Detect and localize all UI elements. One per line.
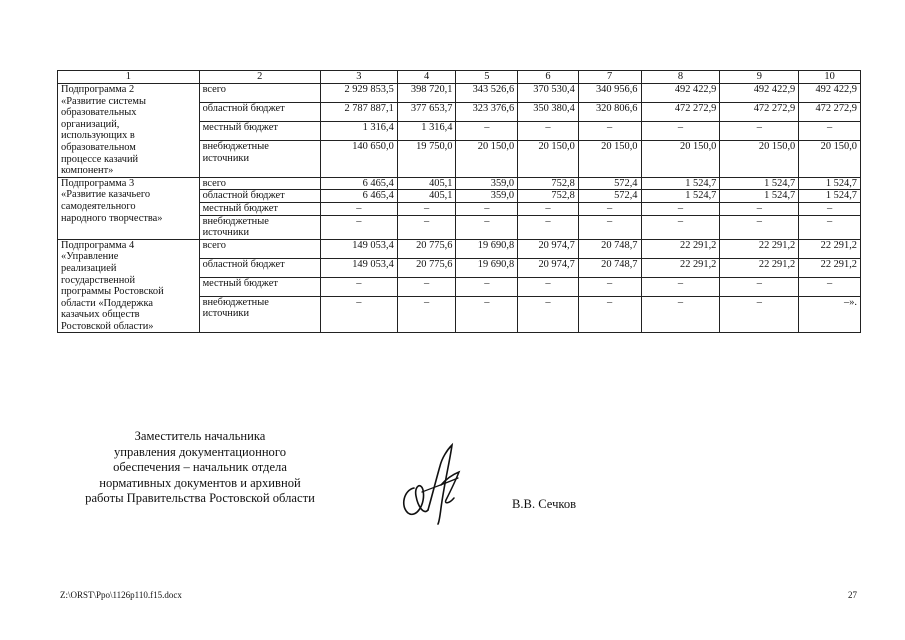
column-number-header: 9: [720, 71, 799, 84]
amount-cell: 22 291,2: [720, 258, 799, 277]
subprogram-name-line: Ростовской области»: [61, 320, 154, 332]
amount-cell: 492 422,9: [720, 84, 799, 103]
funding-source-cell: [199, 258, 320, 277]
amount-cell: –: [720, 122, 799, 141]
signer-name: В.В. Сечков: [512, 497, 577, 511]
amount-cell: 359,0: [456, 177, 518, 190]
amount-cell: –: [720, 296, 799, 333]
column-number-header: 10: [799, 71, 861, 84]
amount-cell: –: [518, 122, 579, 141]
amount-cell: 20 150,0: [456, 141, 518, 178]
funding-source-cell: [199, 239, 320, 258]
amount-cell: 149 053,4: [320, 258, 397, 277]
subprogram-name-line: самодеятельного: [61, 200, 136, 212]
amount-cell: 20 748,7: [578, 239, 641, 258]
position-line: управления документационного: [113, 444, 287, 459]
amount-cell: 472 272,9: [720, 103, 799, 122]
funding-source-line: всего: [202, 239, 226, 251]
amount-cell: –: [397, 277, 456, 296]
amount-cell: 22 291,2: [720, 239, 799, 258]
amount-cell: 20 974,7: [518, 258, 579, 277]
amount-cell: 22 291,2: [799, 258, 861, 277]
amount-cell: 22 291,2: [799, 239, 861, 258]
funding-source-line: местный бюджет: [202, 122, 278, 134]
amount-cell: 752,8: [518, 177, 579, 190]
amount-cell: 1 524,7: [799, 177, 861, 190]
amount-cell: 340 956,6: [578, 84, 641, 103]
amount-cell: 405,1: [397, 190, 456, 203]
subprogram-name-line: казачьих обществ: [61, 309, 140, 321]
amount-cell: –: [518, 277, 579, 296]
funding-source-cell: [199, 84, 320, 103]
amount-cell: –: [456, 296, 518, 333]
amount-cell: 323 376,6: [456, 103, 518, 122]
subprogram-name-cell: [58, 239, 200, 333]
funding-source-line: источники: [202, 152, 250, 164]
amount-cell: –: [720, 277, 799, 296]
amount-cell: –: [320, 215, 397, 239]
amount-cell: –: [799, 215, 861, 239]
amount-cell: 2 929 853,5: [320, 84, 397, 103]
subprogram-name-line: программы Ростовской: [61, 286, 164, 298]
column-number-header: 4: [397, 71, 456, 84]
amount-cell: 1 524,7: [799, 190, 861, 203]
amount-cell: 2 787 887,1: [320, 103, 397, 122]
amount-cell: 572,4: [578, 190, 641, 203]
amount-cell: –: [720, 202, 799, 215]
amount-cell: –».: [799, 296, 861, 333]
funding-source-cell: [199, 215, 320, 239]
amount-cell: 492 422,9: [641, 84, 720, 103]
amount-cell: 20 150,0: [578, 141, 641, 178]
column-number-header: 7: [578, 71, 641, 84]
position-line: работы Правительства Ростовской области: [85, 491, 315, 506]
funding-source-cell: [199, 277, 320, 296]
table-header-row: [58, 71, 861, 84]
amount-cell: –: [320, 202, 397, 215]
funding-source-cell: [199, 141, 320, 178]
funding-source-line: источники: [202, 227, 250, 239]
amount-cell: 472 272,9: [799, 103, 861, 122]
amount-cell: –: [456, 215, 518, 239]
amount-cell: –: [578, 202, 641, 215]
column-number-header: 2: [199, 71, 320, 84]
position-line: нормативных документов и архивной: [99, 475, 301, 490]
subprogram-name-line: образовательных: [61, 107, 137, 119]
funding-source-line: областной бюджет: [202, 103, 285, 115]
subprogram-name-line: государственной: [61, 274, 136, 286]
position-line: Заместитель начальника: [134, 429, 266, 443]
amount-cell: 20 974,7: [518, 239, 579, 258]
subprogram-name-line: процессе казачий: [61, 153, 139, 165]
amount-cell: 377 653,7: [397, 103, 456, 122]
amount-cell: 20 775,6: [397, 258, 456, 277]
amount-cell: 20 775,6: [397, 239, 456, 258]
column-number-header: 5: [456, 71, 518, 84]
amount-cell: 22 291,2: [641, 258, 720, 277]
amount-cell: 752,8: [518, 190, 579, 203]
amount-cell: –: [578, 215, 641, 239]
funding-source-cell: [199, 122, 320, 141]
column-number-header: 3: [320, 71, 397, 84]
funding-source-cell: [199, 103, 320, 122]
funding-source-line: местный бюджет: [202, 277, 278, 289]
amount-cell: –: [720, 215, 799, 239]
amount-cell: 492 422,9: [799, 84, 861, 103]
amount-cell: –: [320, 296, 397, 333]
subprogram-name-line: народного творчества»: [61, 212, 163, 224]
amount-cell: –: [518, 296, 579, 333]
amount-cell: –: [578, 122, 641, 141]
amount-cell: –: [397, 296, 456, 333]
amount-cell: 1 316,4: [397, 122, 456, 141]
funding-source-line: областной бюджет: [202, 190, 285, 202]
amount-cell: –: [799, 277, 861, 296]
subprogram-name-line: «Развитие системы: [61, 95, 146, 107]
funding-source-cell: [199, 296, 320, 333]
subprogram-name-line: Подпрограмма 4: [61, 239, 135, 251]
amount-cell: –: [456, 202, 518, 215]
amount-cell: –: [641, 122, 720, 141]
amount-cell: 149 053,4: [320, 239, 397, 258]
amount-cell: –: [641, 296, 720, 333]
amount-cell: –: [397, 215, 456, 239]
amount-cell: –: [456, 122, 518, 141]
subprogram-name-line: «Развитие казачьего: [61, 189, 151, 201]
table-row: [58, 84, 861, 103]
funding-source-line: всего: [202, 84, 226, 95]
page-number: 27: [848, 590, 857, 600]
amount-cell: 140 650,0: [320, 141, 397, 178]
column-number-header: 8: [641, 71, 720, 84]
funding-source-line: внебюджетные: [202, 296, 269, 308]
position-line: обеспечения – начальник отдела: [113, 460, 287, 475]
file-path: Z:\ORST\Ppo\1126p110.f15.docx: [60, 590, 182, 600]
amount-cell: 20 748,7: [578, 258, 641, 277]
amount-cell: 320 806,6: [578, 103, 641, 122]
amount-cell: 20 150,0: [518, 141, 579, 178]
amount-cell: –: [641, 277, 720, 296]
amount-cell: –: [578, 296, 641, 333]
funding-source-cell: [199, 190, 320, 203]
table-row: [58, 239, 861, 258]
funding-source-line: всего: [202, 177, 226, 189]
amount-cell: –: [641, 202, 720, 215]
subprogram-name-line: реализацией: [61, 262, 117, 274]
subprogram-name-line: компонент»: [61, 165, 114, 177]
amount-cell: 343 526,6: [456, 84, 518, 103]
funding-source-line: местный бюджет: [202, 202, 278, 214]
amount-cell: 22 291,2: [641, 239, 720, 258]
funding-source-line: внебюджетные: [202, 141, 269, 153]
funding-source-line: внебюджетные: [202, 215, 269, 227]
subprogram-name-line: «Управление: [61, 251, 119, 263]
amount-cell: 20 150,0: [799, 141, 861, 178]
amount-cell: –: [641, 215, 720, 239]
subprogram-name-line: организаций,: [61, 118, 120, 130]
amount-cell: 1 524,7: [641, 177, 720, 190]
funding-source-line: областной бюджет: [202, 258, 285, 270]
funding-source-cell: [199, 202, 320, 215]
amount-cell: 20 150,0: [720, 141, 799, 178]
amount-cell: –: [518, 215, 579, 239]
amount-cell: –: [456, 277, 518, 296]
amount-cell: 359,0: [456, 190, 518, 203]
amount-cell: –: [799, 202, 861, 215]
amount-cell: 1 524,7: [641, 190, 720, 203]
subprogram-name-cell: [58, 177, 200, 239]
handwritten-signature: [392, 440, 472, 525]
amount-cell: 6 465,4: [320, 190, 397, 203]
signatory-position: [60, 429, 340, 507]
amount-cell: 1 524,7: [720, 190, 799, 203]
amount-cell: 398 720,1: [397, 84, 456, 103]
amount-cell: 350 380,4: [518, 103, 579, 122]
funding-source-cell: [199, 177, 320, 190]
amount-cell: 1 524,7: [720, 177, 799, 190]
column-number-header: 6: [518, 71, 579, 84]
column-number-header: 1: [58, 71, 200, 84]
amount-cell: 6 465,4: [320, 177, 397, 190]
amount-cell: 472 272,9: [641, 103, 720, 122]
subprogram-name-line: Подпрограмма 3: [61, 177, 135, 189]
amount-cell: 19 750,0: [397, 141, 456, 178]
amount-cell: –: [799, 122, 861, 141]
amount-cell: 1 316,4: [320, 122, 397, 141]
subprogram-name-line: использующих в: [61, 130, 135, 142]
amount-cell: –: [320, 277, 397, 296]
amount-cell: 19 690,8: [456, 258, 518, 277]
amount-cell: 20 150,0: [641, 141, 720, 178]
funding-source-line: источники: [202, 308, 250, 320]
amount-cell: 19 690,8: [456, 239, 518, 258]
subprogram-name-line: образовательном: [61, 141, 136, 153]
budget-table: [57, 70, 861, 333]
amount-cell: –: [578, 277, 641, 296]
amount-cell: –: [397, 202, 456, 215]
subprogram-name-line: Подпрограмма 2: [61, 84, 135, 95]
subprogram-name-cell: [58, 84, 200, 178]
amount-cell: 405,1: [397, 177, 456, 190]
table-row: [58, 177, 861, 190]
amount-cell: 572,4: [578, 177, 641, 190]
amount-cell: –: [518, 202, 579, 215]
subprogram-name-line: области «Поддержка: [61, 297, 153, 309]
amount-cell: 370 530,4: [518, 84, 579, 103]
